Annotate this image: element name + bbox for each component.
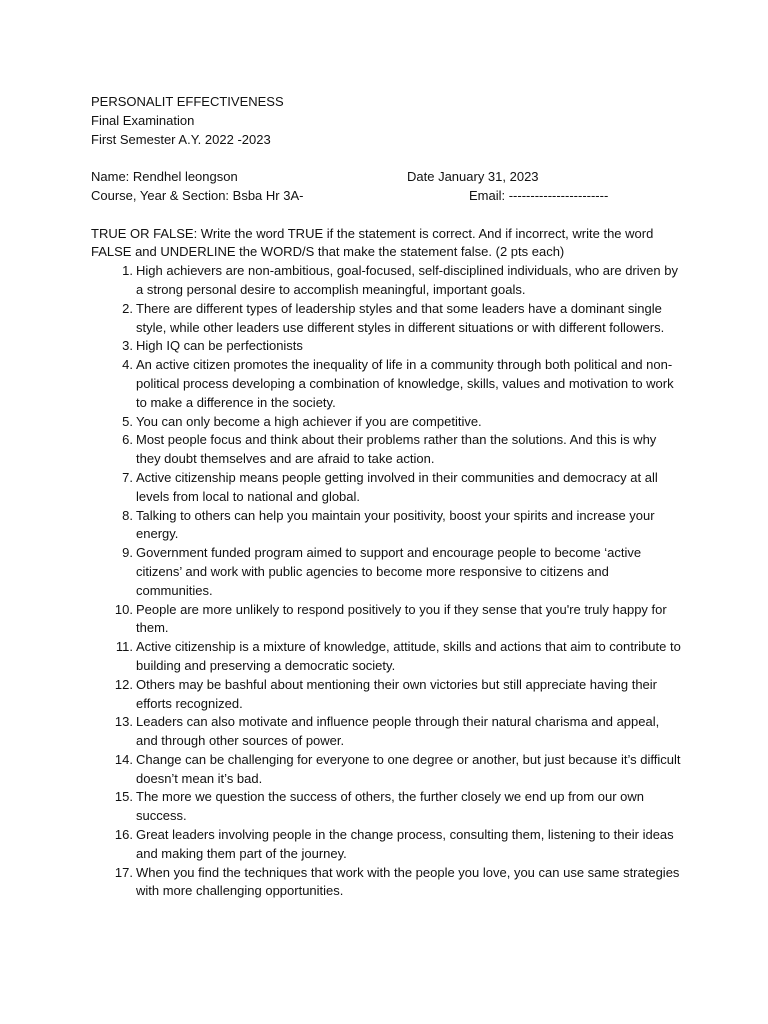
question-text: Leaders can also motivate and influence people through their natural charisma and appeal, and through other sources of power. (136, 714, 660, 749)
question-item (91, 300, 681, 338)
course-section: Course, Year & Section: Bsba Hr 3A- (91, 187, 304, 203)
student-info-row-1 (91, 168, 681, 187)
question-text: Active citizenship means people getting involved in their communities and democracy at all levels from local to national and global. (136, 469, 658, 504)
question-item (91, 356, 681, 412)
question-number: 7. (122, 469, 133, 485)
question-item (91, 676, 681, 714)
question-item (91, 713, 681, 751)
question-number: 13. (114, 714, 133, 730)
question-text: High IQ can be perfectionists (136, 338, 303, 354)
instructions: TRUE OR FALSE: Write the word TRUE if the statement is correct. And if incorrect, write the word FALSE and UNDERLINE the WORD/S that make the statement false. (2 pts each) (91, 225, 654, 260)
exam-header (91, 93, 681, 149)
question-item (91, 601, 681, 639)
question-number: 6. (122, 432, 133, 448)
header-gap (91, 149, 681, 168)
question-text: Talking to others can help you maintain your positivity, boost your spirits and increase your energy. (136, 507, 655, 542)
question-item (91, 413, 681, 432)
question-list (91, 262, 681, 901)
question-number: 12. (114, 676, 133, 692)
question-number: 14. (114, 751, 133, 767)
question-number: 8. (122, 507, 133, 523)
question-item (91, 507, 681, 545)
exam-date: Date January 31, 2023 (407, 169, 539, 185)
question-number: 9. (122, 545, 133, 561)
question-number: 16. (114, 827, 133, 843)
semester-line: First Semester A.Y. 2022 -2023 (91, 131, 271, 147)
question-item (91, 262, 681, 300)
question-text: The more we question the success of others, the further closely we end up from our own success. (136, 789, 644, 824)
question-number: 1. (122, 263, 133, 279)
question-text: Others may be bashful about mentioning their own victories but still appreciate having their efforts recognized. (136, 676, 658, 711)
course-title: PERSONALIT EFFECTIVENESS (91, 94, 284, 109)
question-number: 15. (114, 789, 133, 805)
question-text: You can only become a high achiever if you are competitive. (136, 413, 482, 429)
question-text: Government funded program aimed to support and encourage people to become ‘active citizens’ and work with public agencies to become more responsive to citizens and communities. (136, 545, 642, 598)
question-number: 4. (122, 357, 133, 373)
question-text: Active citizenship is a mixture of knowledge, attitude, skills and actions that aim to contribute to building and preserving a democratic society. (136, 639, 681, 673)
question-text: High achievers are non-ambitious, goal-focused, self-disciplined individuals, who are driven by a strong personal desire to accomplish meaningful, important goals. (136, 263, 678, 297)
question-number: 10. (114, 601, 133, 617)
student-email: Email: ----------------------- (469, 187, 609, 203)
info-gap (91, 206, 681, 225)
student-info-row-2 (91, 187, 681, 206)
exam-document (91, 93, 681, 901)
question-number: 5. (122, 413, 133, 429)
question-number: 17. (114, 864, 133, 880)
question-number: 3. (122, 338, 133, 354)
student-info (91, 168, 681, 206)
question-item (91, 469, 681, 507)
question-item (91, 751, 681, 789)
question-number: 2. (122, 300, 133, 316)
question-text: Most people focus and think about their problems rather than the solutions. And this is why they doubt themselves and are afraid to take action. (136, 432, 657, 467)
question-text: Change can be challenging for everyone to one degree or another, but just because it’s difficult doesn’t mean it’s bad. (136, 751, 681, 786)
question-text: Great leaders involving people in the change process, consulting them, listening to their ideas and making them part of the journey. (136, 827, 674, 861)
question-number: 11. (115, 639, 133, 655)
question-text: People are more unlikely to respond positively to you if they sense that you're truly happy for them. (136, 601, 667, 636)
question-item (91, 337, 681, 356)
question-item (91, 544, 681, 600)
question-item (91, 788, 681, 826)
question-text: When you find the techniques that work with the people you love, you can use same strategies with more challenging opportunities. (136, 864, 680, 899)
student-name: Name: Rendhel leongson (91, 169, 238, 185)
question-item (91, 638, 681, 676)
exam-type: Final Examination (91, 112, 195, 128)
question-item (91, 431, 681, 469)
question-text: An active citizen promotes the inequality of life in a community through both political and non-political process developing a combination of knowledge, skills, values and motivation to work to make a difference in the society. (136, 357, 674, 410)
question-item (91, 864, 681, 902)
question-text: There are different types of leadership styles and that some leaders have a dominant single style, while other leaders use different styles in different situations or with different followers. (136, 300, 665, 335)
question-item (91, 826, 681, 864)
